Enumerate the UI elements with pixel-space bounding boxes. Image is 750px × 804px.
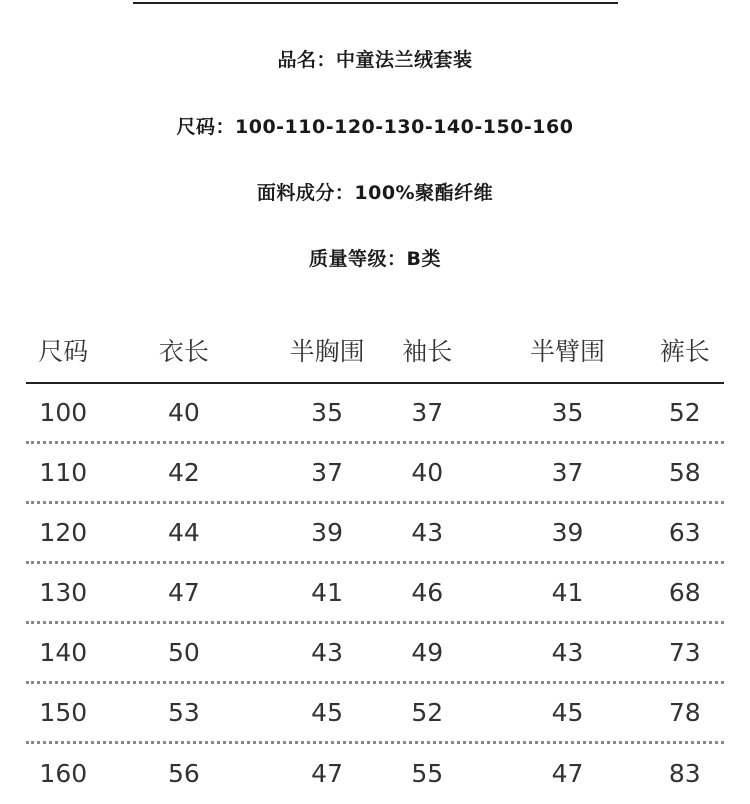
cell-pants-length: 73 bbox=[668, 637, 701, 667]
cell-pants-length: 63 bbox=[668, 517, 701, 547]
table-row bbox=[26, 684, 724, 744]
cell-length: 56 bbox=[167, 759, 200, 788]
cell-half-chest: 35 bbox=[311, 397, 343, 427]
table-body bbox=[26, 384, 724, 804]
cell-size: 110 bbox=[39, 457, 88, 487]
cell-pants-length: 58 bbox=[668, 457, 701, 487]
cell-size: 100 bbox=[39, 397, 88, 427]
cell-size: 130 bbox=[39, 577, 88, 607]
cell-half-chest: 37 bbox=[311, 457, 343, 487]
cell-half-arm: 35 bbox=[551, 397, 584, 427]
cell-half-arm: 39 bbox=[551, 517, 584, 547]
cell-half-arm: 37 bbox=[551, 457, 584, 487]
cell-sleeve: 46 bbox=[411, 577, 444, 607]
quality-grade: 质量等级：B类 bbox=[309, 248, 441, 270]
cell-size: 120 bbox=[39, 517, 88, 547]
cell-pants-length: 68 bbox=[668, 577, 701, 607]
cell-length: 53 bbox=[167, 697, 200, 727]
cell-sleeve: 37 bbox=[411, 397, 444, 427]
cell-half-arm: 47 bbox=[551, 759, 584, 788]
header-size: 尺码 bbox=[38, 337, 89, 366]
header-pants-length: 裤长 bbox=[659, 337, 710, 366]
cell-size: 150 bbox=[39, 697, 88, 727]
cell-size: 140 bbox=[39, 637, 88, 667]
cell-half-chest: 45 bbox=[311, 697, 343, 727]
cell-size: 160 bbox=[39, 759, 88, 788]
cell-sleeve: 40 bbox=[411, 457, 444, 487]
table-header bbox=[26, 322, 724, 384]
cell-length: 44 bbox=[167, 517, 200, 547]
product-name: 品名：中童法兰绒套装 bbox=[277, 49, 473, 71]
cell-length: 47 bbox=[167, 577, 200, 607]
header-half-arm: 半臂围 bbox=[530, 337, 606, 366]
cell-sleeve: 43 bbox=[411, 517, 444, 547]
cell-pants-length: 83 bbox=[668, 759, 701, 788]
table-row bbox=[26, 444, 724, 504]
cell-sleeve: 52 bbox=[411, 697, 444, 727]
table-row bbox=[26, 504, 724, 564]
table-row bbox=[26, 624, 724, 684]
cell-length: 42 bbox=[167, 457, 200, 487]
cell-length: 40 bbox=[167, 397, 200, 427]
table-row bbox=[26, 564, 724, 624]
fabric-composition: 面料成分：100%聚酯纤维 bbox=[256, 182, 494, 204]
size-range: 尺码：100-110-120-130-140-150-160 bbox=[176, 116, 574, 138]
cell-pants-length: 78 bbox=[668, 697, 701, 727]
cell-half-chest: 41 bbox=[311, 577, 343, 607]
table-row bbox=[26, 384, 724, 444]
cell-pants-length: 52 bbox=[668, 397, 701, 427]
cell-length: 50 bbox=[167, 637, 200, 667]
cell-half-arm: 43 bbox=[551, 637, 584, 667]
cell-sleeve: 49 bbox=[411, 637, 444, 667]
table-row bbox=[26, 744, 724, 804]
header-sleeve: 袖长 bbox=[402, 337, 453, 366]
header-length: 衣长 bbox=[158, 337, 209, 366]
header-half-chest: 半胸围 bbox=[289, 337, 365, 366]
cell-half-arm: 41 bbox=[551, 577, 584, 607]
cell-half-chest: 47 bbox=[311, 759, 343, 788]
top-divider bbox=[133, 2, 618, 4]
cell-sleeve: 55 bbox=[411, 759, 444, 788]
cell-half-chest: 43 bbox=[311, 637, 343, 667]
cell-half-chest: 39 bbox=[311, 517, 343, 547]
size-chart-table bbox=[26, 322, 724, 804]
cell-half-arm: 45 bbox=[551, 697, 584, 727]
